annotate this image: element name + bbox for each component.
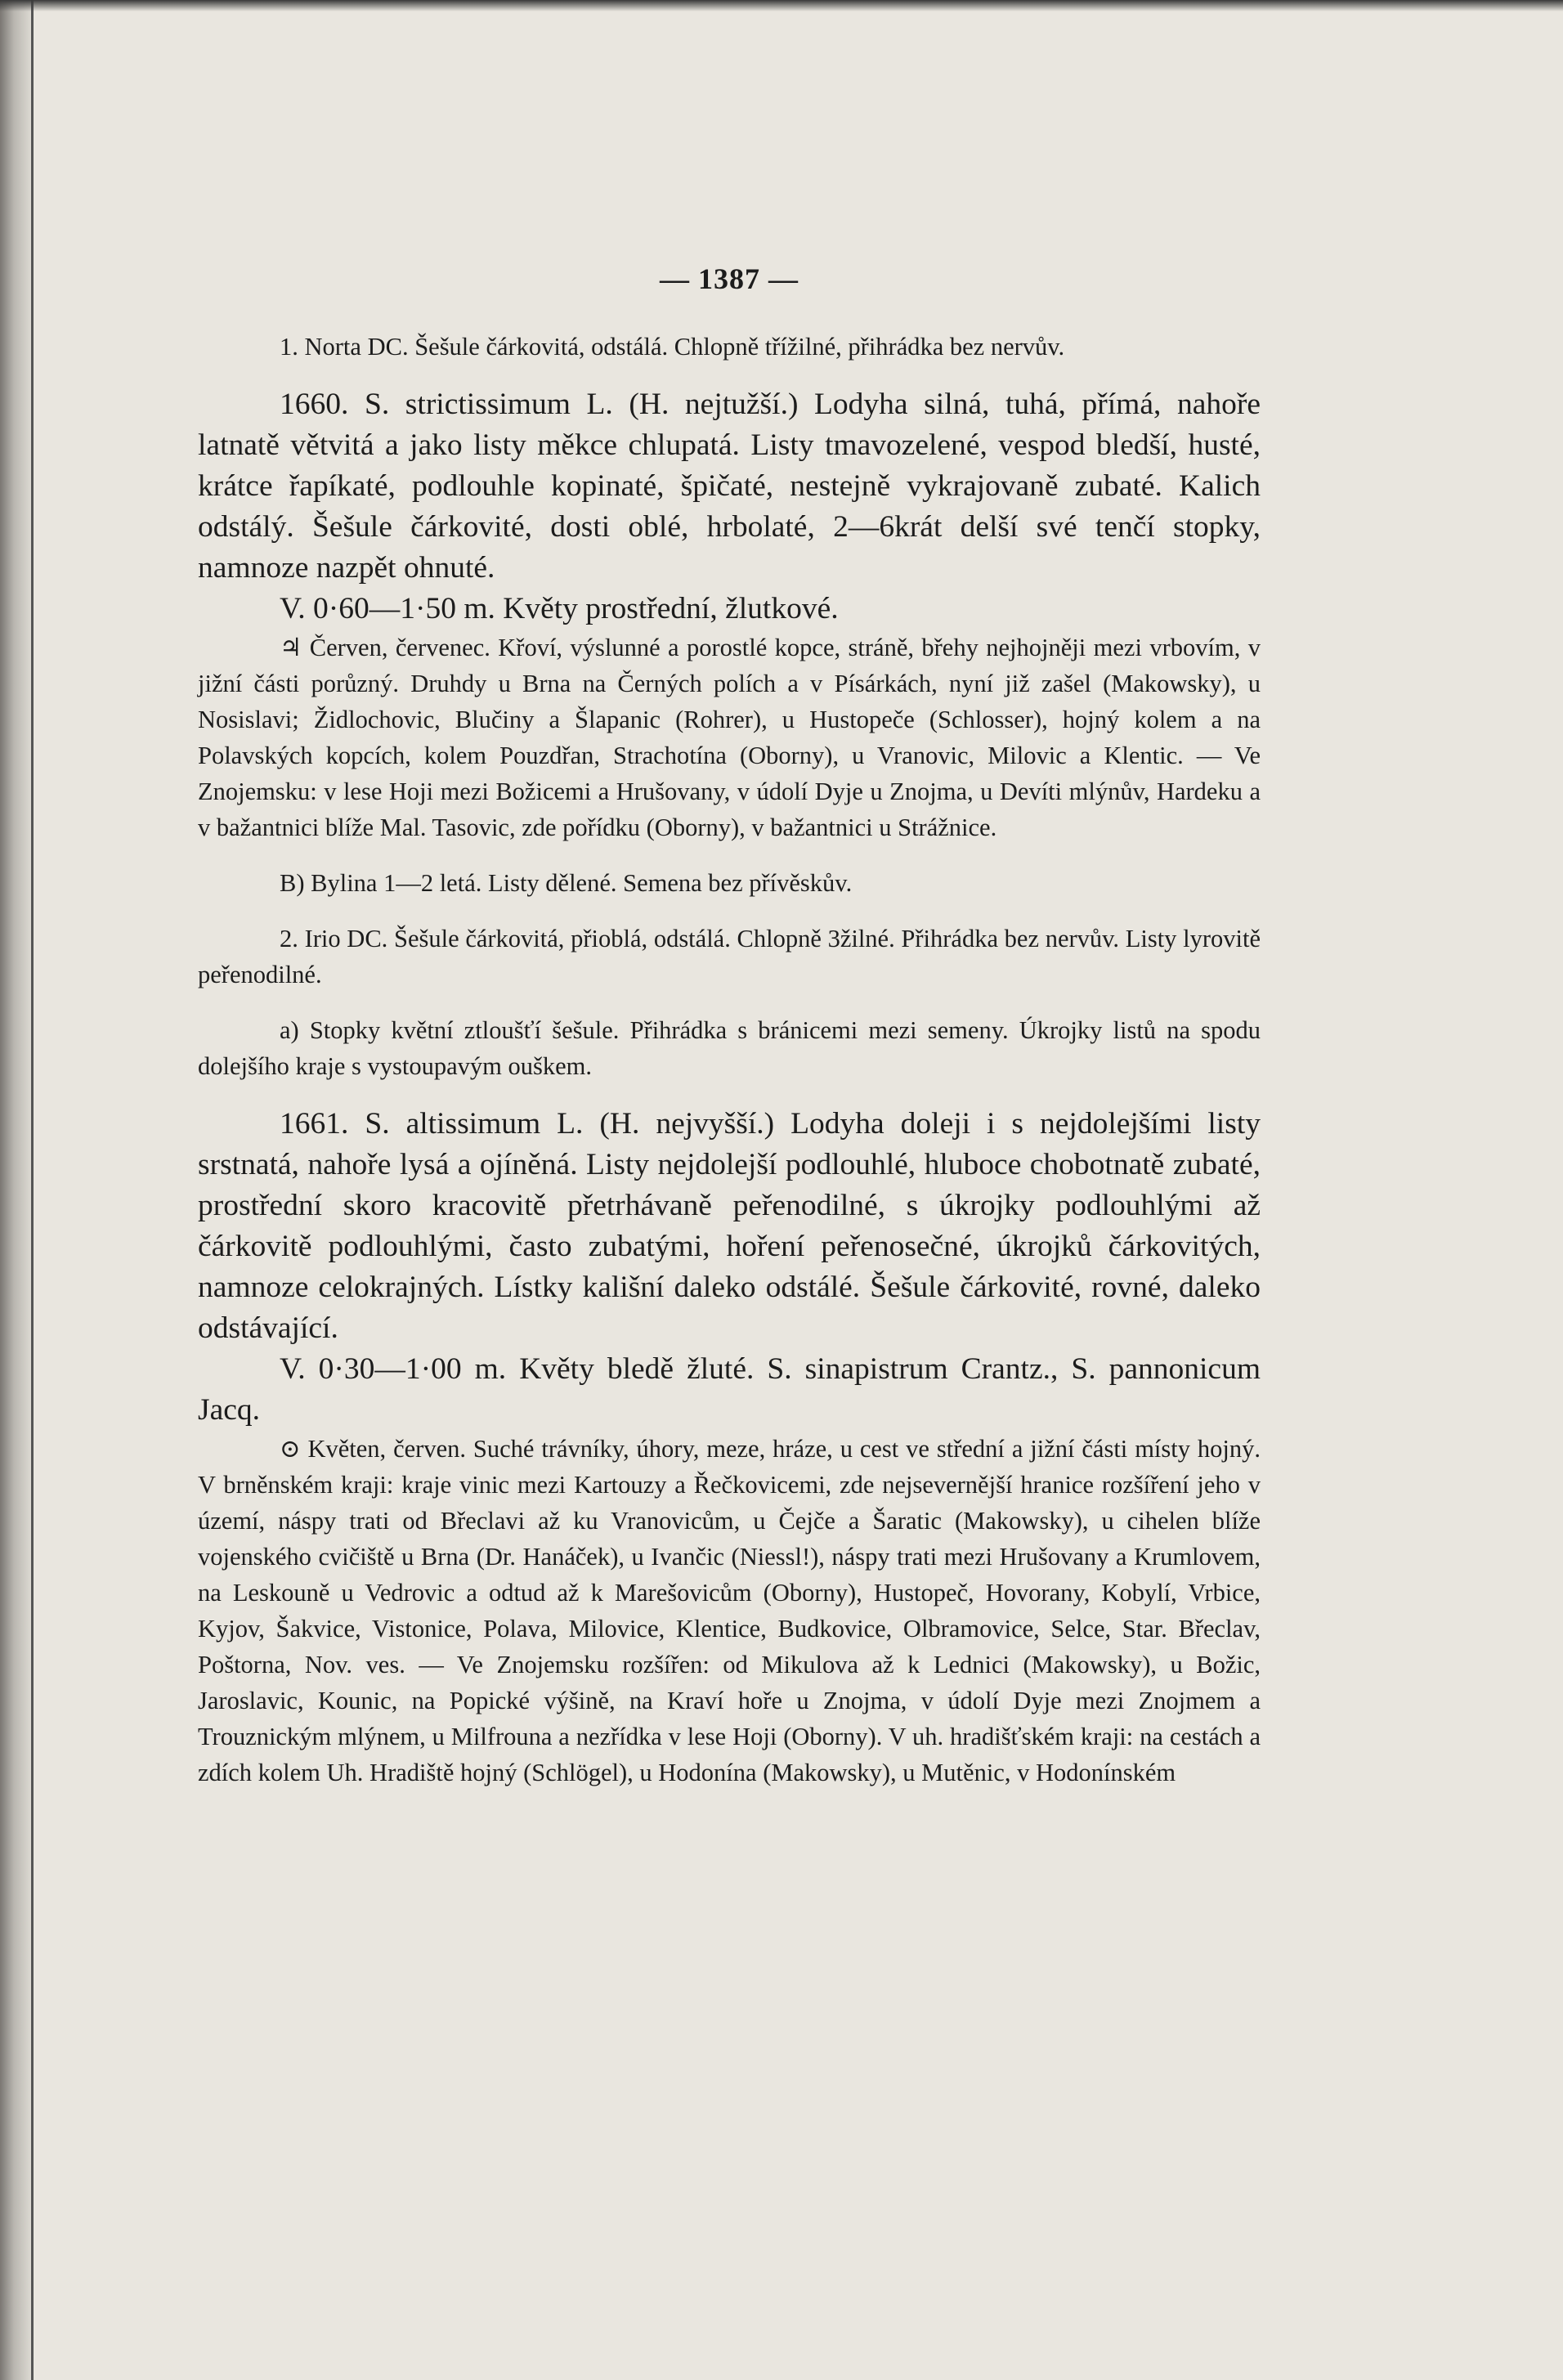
paragraph: a) Stopky květní ztloušťí šešule. Přihrádka s bránicemi mezi semeny. Úkrojky listů na spodu dolejšího kraje s vystoupavým ouškem. — [198, 1016, 1261, 1080]
spacer — [198, 845, 1261, 865]
spacer — [198, 365, 1261, 384]
species-description: 1661. S. altissimum L. (H. nejvyšší.) Lodyha doleji i s nejdolejšími listy srstnatá, nahoře lysá a ojíněná. Listy nejdolejší podlouhlé, hluboce chobotnatě zubaté, prostřední skoro kracovitě přetrhávaně peřenodilné, s úkrojky podlouhlými až čárkovitě podlouhlými, často zubatými, hoření peřenosečné, úkrojků čárkovitých, namnoze celokrajných. Lístky kališní daleko odstálé. Šešule čárkovité, rovné, daleko odstávající. — [198, 1107, 1261, 1345]
page-number: — 1387 — — [660, 262, 799, 295]
page-content — [198, 262, 1261, 1791]
paragraph: B) Bylina 1—2 letá. Listy dělené. Semena bez přívěskův. — [280, 869, 853, 897]
spacer — [198, 901, 1261, 921]
paragraph: 2. Irio DC. Šešule čárkovitá, přioblá, odstálá. Chlopně 3žilné. Přihrádka bez nervův. Listy lyrovitě peřenodilné. — [198, 925, 1261, 988]
book-spine — [0, 0, 31, 2380]
paragraph: ♃ Červen, červenec. Křoví, výslunné a porostlé kopce, stráně, břehy nejhojněji mezi vrbovím, v jižní části porůzný. Druhdy u Brna na Černých polích a v Písárkách, nyní již zašel (Makowsky), u Nosislavi; Židlochovic, Blučiny a Šlapanic (Rohrer), u Hustopeče (Schlosser), hojný kolem a na Polavských kopcích, kolem Pouzdřan, Strachotína (Oborny), u Vranovic, Milovic a Klentic. — Ve Znojemsku: v lese Hoji mezi Božicemi a Hrušovany, v údolí Dyje u Znojma, u Devíti mlýnův, Hardeku a v bažantnici blíže Mal. Tasovic, zde pořídku (Oborny), v bažantnici u Strážnice. — [198, 634, 1261, 841]
species-description: V. 0·30—1·00 m. Květy bledě žluté. S. sinapistrum Crantz., S. pannonicum Jacq. — [198, 1352, 1261, 1427]
species-description: V. 0·60—1·50 m. Květy prostřední, žlutkové. — [280, 592, 839, 625]
paragraph: ⊙ Květen, červen. Suché trávníky, úhory, meze, hráze, u cest ve střední a jižní části místy hojný. V brněnském kraji: kraje vinic mezi Kartouzy a Řečkovicemi, zde nejsevernější hranice rozšíření jeho v území, náspy trati od Břeclavi až ku Vranovicům, u Čejče a Šaratic (Makowsky), u cihelen blíže vojenského cvičiště u Brna (Dr. Hanáček), u Ivančic (Niessl!), náspy trati mezi Hrušovany a Krumlovem, na Leskouně u Vedrovic a odtud až k Marešovicům (Oborny), Hustopeč, Hovorany, Kobylí, Vrbice, Kyjov, Šakvice, Vistonice, Polava, Milovice, Klentice, Budkovice, Olbramovice, Selce, Star. Břeclav, Poštorna, Nov. ves. — Ve Znojemsku rozšířen: od Mikulova až k Lednici (Makowsky), u Božic, Jaroslavic, Kounic, na Popické výšině, na Kraví hoře u Znojma, v údolí Dyje mezi Znojmem a Trouznickým mlýnem, u Milfrouna a nezřídka v lese Hoji (Oborny). V uh. hradišťském kraji: na cestách a zdích kolem Uh. Hradiště hojný (Schlögel), u Hodonína (Makowsky), u Mutěnic, v Hodonínském — [198, 1435, 1261, 1786]
page-edge — [31, 0, 34, 2380]
spacer — [198, 993, 1261, 1012]
text-body — [198, 329, 1261, 1791]
species-description: 1660. S. strictissimum L. (H. nejtužší.) Lodyha silná, tuhá, přímá, nahoře latnatě větvitá a jako listy měkce chlupatá. Listy tmavozelené, vespod bledší, husté, krátce řapíkaté, podlouhle kopinaté, špičaté, nestejně vykrajovaně zubaté. Kalich odstálý. Šešule čárkovité, dosti oblé, hrbolaté, 2—6krát delší své tenčí stopky, namnoze nazpět ohnuté. — [198, 388, 1261, 585]
spacer — [198, 1084, 1261, 1104]
paragraph: 1. Norta DC. Šešule čárkovitá, odstálá. Chlopně třížilné, přihrádka bez nervův. — [280, 333, 1065, 361]
top-shadow — [0, 0, 1563, 11]
